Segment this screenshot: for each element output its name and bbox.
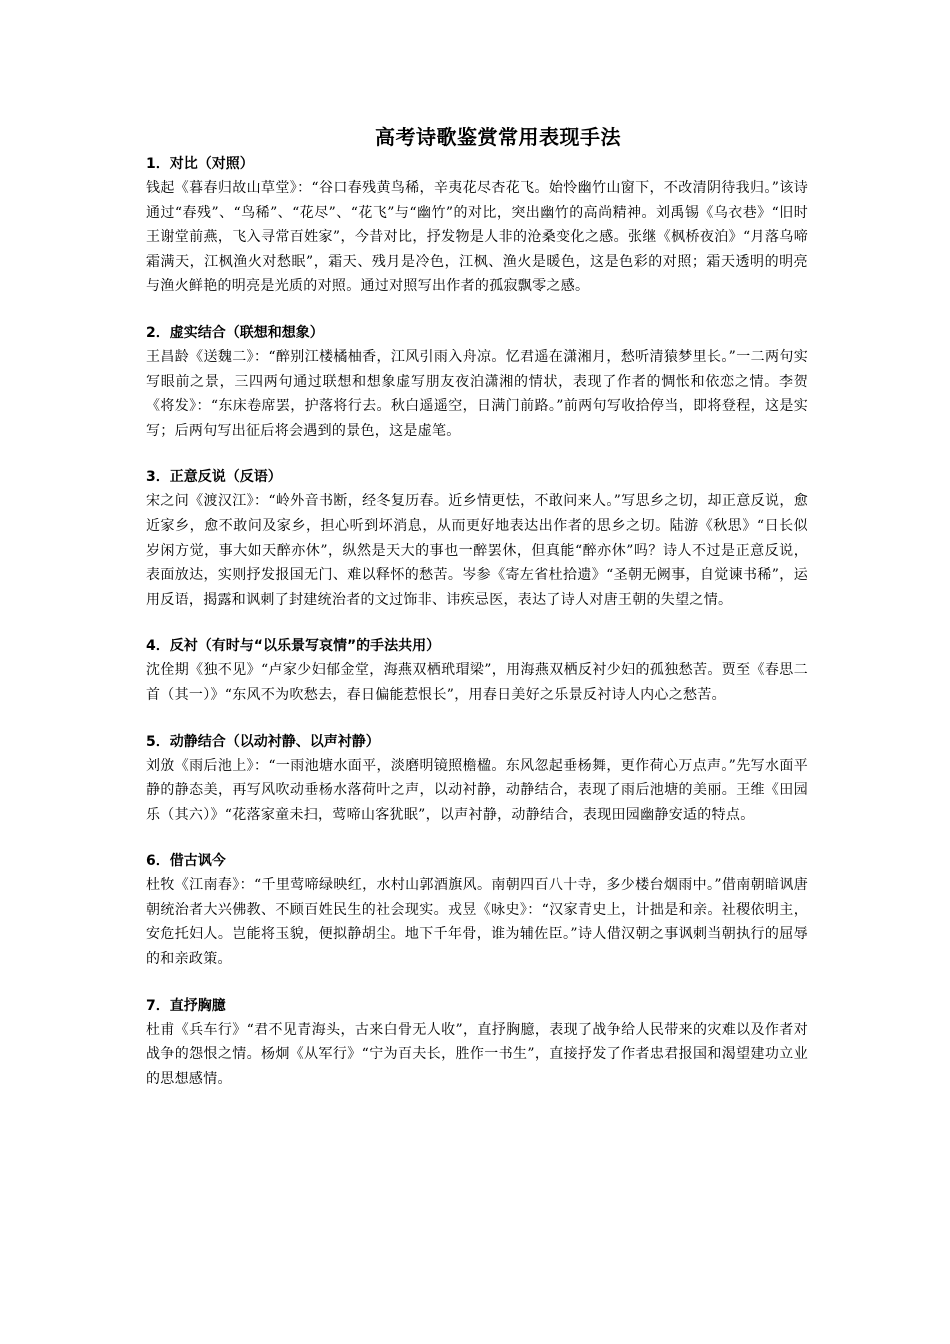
section-heading: 6．借古讽今 — [146, 853, 226, 870]
section-body: 宋之问《渡汉江》：“岭外音书断，经冬复历春。近乡情更怯，不敢问来人。”写思乡之切，却正意反说，愈近家乡，愈不敢问及家乡，担心听到坏消息，从而更好地表达出作者的思乡之切。陆游《秋思》“日长似岁闲方觉，事大如天醉亦休”，纵然是天大的事也一醉罢休，但真能“醉亦休”吗？诗人不过是正意反说，表面放达，实则抒发报国无门、难以释怀的愁苦。岑参《寄左省杜拾遗》“圣朝无阙事，自觉谏书稀”，运用反语，揭露和讽刺了封建统治者的文过饰非、讳疾忌医，表达了诗人对唐王朝的失望之情。 — [146, 493, 808, 608]
document-title: 高考诗歌鉴赏常用表现手法 — [375, 125, 621, 149]
document-page — [146, 122, 808, 1113]
section-heading: 7．直抒胸臆 — [146, 997, 226, 1014]
section-heading: 2．虚实结合（联想和想象） — [146, 324, 324, 341]
section-body: 杜甫《兵车行》“君不见青海头，古来白骨无人收”，直抒胸臆，表现了战争给人民带来的灾难以及作者对战争的怨恨之情。杨炯《从军行》“宁为百夫长，胜作一书生”，直接抒发了作者忠君报国和渴望建功立业的思想感情。 — [146, 1021, 808, 1087]
section-motion-stillness — [146, 730, 808, 828]
section-direct-expression — [146, 994, 808, 1092]
section-body: 钱起《暮春归故山草堂》：“谷口春残黄鸟稀，辛夷花尽杏花飞。始怜幽竹山窗下，不改清阴待我归。”该诗通过“春残”、“鸟稀”、“花尽”、“花飞”与“幽竹”的对比，突出幽竹的高尚精神。刘禹锡《乌衣巷》“旧时王谢堂前燕，飞入寻常百姓家”，今昔对比，抒发物是人非的沧桑变化之感。张继《枫桥夜泊》“月落乌啼霜满天，江枫渔火对愁眠”，霜天、残月是冷色，江枫、渔火是暖色，这是色彩的对照；霜天透明的明亮与渔火鲜艳的明亮是光质的对照。通过对照写出作者的孤寂飘零之感。 — [146, 180, 808, 295]
section-past-present — [146, 849, 808, 971]
section-heading: 3．正意反说（反语） — [146, 469, 282, 486]
section-real-virtual — [146, 321, 808, 443]
section-body: 杜牧《江南春》：“千里莺啼绿映红，水村山郭酒旗风。南朝四百八十寺，多少楼台烟雨中。”借南朝暗讽唐朝统治者大兴佛教、不顾百姓民生的社会现实。戎昱《咏史》：“汉家青史上，计拙是和亲。社稷依明主，安危托妇人。岂能将玉貌，便拟静胡尘。地下千年骨，谁为辅佐臣。”诗人借汉朝之事讽刺当朝执行的屈辱的和亲政策。 — [146, 877, 808, 968]
section-irony — [146, 465, 808, 612]
section-body: 王昌龄《送魏二》：“醉别江楼橘柚香，江风引雨入舟凉。忆君遥在潇湘月，愁听清猿梦里长。”一二两句实写眼前之景，三四两句通过联想和想象虚写朋友夜泊潇湘的情状，表现了作者的惆怅和依恋之情。李贺《将发》：“东床卷席罢，护落将行去。秋白遥遥空，日满门前路。”前两句写收拾停当，即将登程，这是实写；后两句写出征后将会遇到的景色，这是虚笔。 — [146, 348, 808, 439]
section-heading: 4．反衬（有时与“以乐景写哀情”的手法共用） — [146, 638, 441, 655]
section-heading: 5．动静结合（以动衬静、以声衬静） — [146, 733, 380, 750]
section-body: 沈佺期《独不见》“卢家少妇郁金堂，海燕双栖玳瑁梁”，用海燕双栖反衬少妇的孤独愁苦。贾至《春思二首（其一）》“东风不为吹愁去，春日偏能惹恨长”，用春日美好之乐景反衬诗人内心之愁苦。 — [146, 662, 808, 703]
section-body: 刘攽《雨后池上》：“一雨池塘水面平，淡磨明镜照檐楹。东风忽起垂杨舞，更作荷心万点声。”先写水面平静的静态美，再写风吹动垂杨水落荷叶之声，以动衬静，动静结合，表现了雨后池塘的美丽。王维《田园乐（其六）》“花落家童未扫，莺啼山客犹眠”，以声衬静，动静结合，表现田园幽静安适的特点。 — [146, 757, 808, 823]
section-contrast — [146, 152, 808, 299]
section-foil — [146, 634, 808, 707]
section-heading: 1．对比（对照） — [146, 156, 254, 172]
